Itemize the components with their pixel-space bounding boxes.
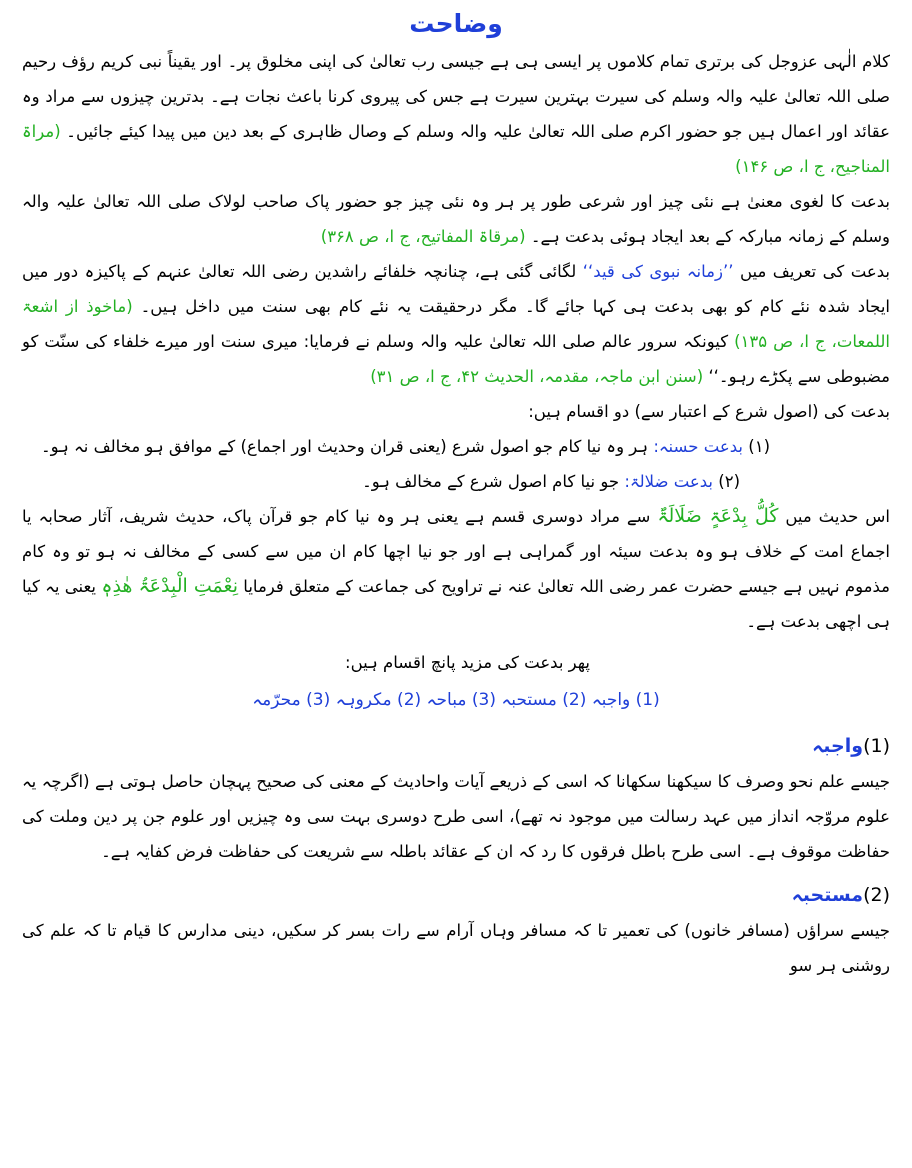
paragraph-intro xyxy=(22,44,890,184)
paragraph-text: اس حدیث میں xyxy=(785,507,890,526)
paragraph-hadith xyxy=(22,499,890,639)
highlight-quote: ’’زمانہ نبوی کی قید‘‘ xyxy=(582,262,734,281)
paragraph-bidah-definition xyxy=(22,184,890,254)
reference: (مراۃ المناجیح، ج ا، ص ۱۴۶) xyxy=(22,122,890,176)
section-heading-mustahabbah xyxy=(22,877,890,913)
paragraph-text: یعنی یہ کیا ہی اچھی بدعت ہے۔ xyxy=(22,577,890,631)
type-item-hasanah xyxy=(22,429,890,464)
item-number: (۱) xyxy=(748,437,770,456)
page-title: وضاحت xyxy=(409,9,503,38)
paragraph-text: بدعت کی تعریف میں xyxy=(739,262,890,281)
paragraph-text: سے مراد دوسری قسم ہے یعنی ہر وہ نیا کام جو قرآن پاک، حدیث شریف، آثار صحابہ یا اجماع امت کے خلاف ہو وہ بدعت سیئہ اور گمراہی ہے اور جو نیا اچھا کام ان میں سے کسی کے مخالف نہ ہو تو وہ کام مذموم نہیں ہے جیسے حضرت عمر رضی اللہ تعالیٰ عنہ نے تراویح کی جماعت کے متعلق فرمایا xyxy=(22,507,891,596)
reference: (ماخوذ از اشعۃ اللمعات، ج ا، ص ۱۳۵) xyxy=(22,297,891,351)
arabic-phrase: نِعْمَتِ الْبِدْعَۃُ ھٰذِہٖ xyxy=(101,575,238,597)
section-text-wajibah: جیسے علم نحو وصرف کا سیکھنا سکھانا کہ اسی کے ذریعے آیات واحادیث کے معنی کی صحیح پہچان حاصل ہوتی ہے (اگرچہ یہ علوم مروّجہ انداز میں عہد رسالت میں موجود نہ تھے)، اسی طرح دوسری بہت سی وہ چیزیں اور علوم جن پر دین وملت کی حفاظت موقوف ہے۔ اسی طرح باطل فرقوں کا رد کہ ان کے عقائد باطلہ سے شریعت کی حفاظت فرض کفایہ ہے۔ xyxy=(22,772,890,861)
item-name: بدعت حسنہ: xyxy=(653,437,743,456)
paragraph-two-types: بدعت کی (اصول شرع کے اعتبار سے) دو اقسام ہیں: xyxy=(528,402,890,421)
section-title: واجبہ xyxy=(812,735,864,757)
item-text: ہر وہ نیا کام جو اصول شرع (یعنی قران وحدیث اور اجماع) کے موافق ہو مخالف نہ ہو۔ xyxy=(40,437,649,456)
arabic-phrase: کُلُّ بِدْعَۃٍ ضَلَالَۃٌ xyxy=(657,505,779,527)
item-text: جو نیا کام اصول شرع کے مخالف ہو۔ xyxy=(362,472,620,491)
paragraph-text: بدعت کا لغوی معنیٰ ہے نئی چیز اور شرعی طور پر ہر وہ نئی چیز جو حضور پاک صاحب لولاک صلی اللہ تعالیٰ علیہ والہ وسلم کے زمانہ مبارکہ کے بعد ایجاد ہوئی بدعت ہے۔ xyxy=(22,192,890,246)
paragraph-text: کیونکہ سرور عالم صلی اللہ تعالیٰ علیہ والہ وسلم نے فرمایا: میری سنت اور میرے خلفاء کی سنّت کو مضبوطی سے پکڑے رہو۔‘‘ xyxy=(22,332,890,386)
paragraph-text: لگائی گئی ہے، چنانچہ خلفائے راشدین رضی اللہ تعالیٰ عنہم کے پاکیزہ دور میں ایجاد شدہ نئے کام کو بھی بدعت ہی کہا جائے گا۔ مگر درحقیقت یہ نئے کام بھی سنت میں داخل ہیں۔ xyxy=(22,262,890,316)
section-number: (2) xyxy=(863,884,890,906)
type-item-dalalah xyxy=(22,464,890,499)
item-name: بدعت ضلالۃ: xyxy=(624,472,713,491)
paragraph-text: کلام الٰہی عزوجل کی برتری تمام کلاموں پر ایسی ہی ہے جیسی رب تعالیٰ کی اپنی مخلوق پر۔ اور یقیناً نبی کریم رؤف رحیم صلی اللہ تعالیٰ علیہ والہ وسلم کی سیرت بہترین سیرت ہے جس کی پیروی کرنا باعث نجات ہے۔ بدترین چیزوں سے مراد وہ عقائد اور اعمال ہیں جو حضور اکرم صلی اللہ تعالیٰ علیہ والہ وسلم کے وصال ظاہری کے بعد دین میں پیدا کیئے جائیں۔ xyxy=(22,52,890,141)
reference: (سنن ابن ماجہ، مقدمہ، الحدیث ۴۲، ج ا، ص ۳۱) xyxy=(370,367,704,386)
section-title: مستحبہ xyxy=(791,884,864,906)
section-text-mustahabbah: جیسے سراؤں (مسافر خانوں) کی تعمیر تا کہ مسافر وہاں آرام سے رات بسر کر سکیں، دینی مدارس کا قیام تا کہ علم کی روشنی ہر سو xyxy=(22,921,890,975)
section-number: (1) xyxy=(863,735,890,757)
section-heading-wajibah xyxy=(22,728,890,764)
five-types-list: (1) واجبہ (2) مستحبہ (3) مباحہ (2) مکروہہ (3) محرّمہ xyxy=(252,690,660,710)
paragraph-prophetic-era xyxy=(22,254,890,394)
item-number: (۲) xyxy=(718,472,740,491)
paragraph-five-types-intro: پھر بدعت کی مزید پانچ اقسام ہیں: xyxy=(345,653,590,672)
reference: (مرقاۃ المفاتیح، ج ا، ص ۳۶۸) xyxy=(320,227,526,246)
